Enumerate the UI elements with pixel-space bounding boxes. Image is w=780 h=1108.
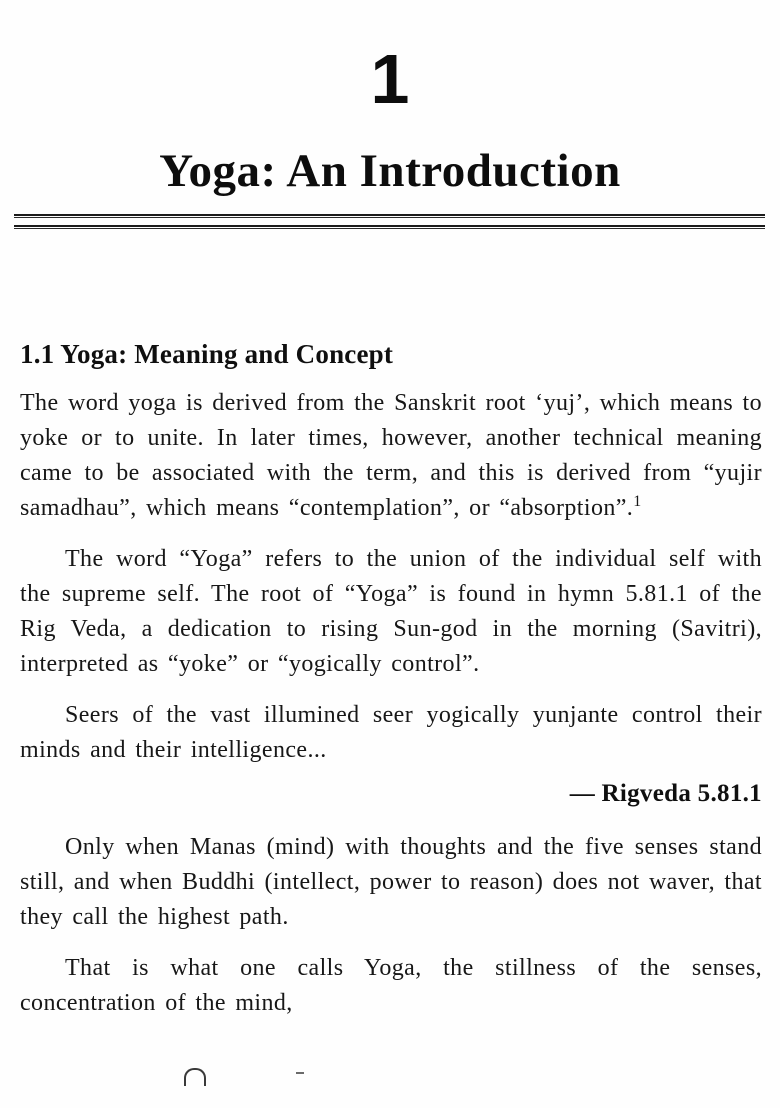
cut-off-next-line-glyph (184, 1068, 206, 1086)
chapter-number: 1 (370, 40, 410, 118)
title-divider (14, 214, 765, 229)
cut-off-mark (296, 1072, 304, 1074)
paragraph-union: The word “Yoga” refers to the union of the individual self with the supreme self. The root of “Yoga” is found in hymn 5.81.1 of the Rig Veda, a dedication to rising Sun-god in the morning (Savitri), interpreted as “yoke” or “yogically control”. (20, 546, 762, 678)
paragraph-derivation-text: The word yoga is derived from the Sanskrit root ‘yuj’, which means to yoke or to unite. In later times, however, another technical meaning came to be associated with the term, and this is derived from “yujir samadhau”, which means “contemplation”, or “absorption”. (20, 390, 762, 522)
paragraph-stillness: That is what one calls Yoga, the stillness of the senses, concentration of the mind, (20, 955, 762, 1017)
chapter-title: Yoga: An Introduction (159, 145, 621, 197)
verse-quote: Seers of the vast illumined seer yogically yunjante control their minds and their intelligence... (20, 702, 762, 764)
verse-attribution: — Rigveda 5.81.1 (569, 780, 762, 808)
page-body (0, 339, 780, 1021)
paragraph-derivation (20, 386, 762, 526)
divider-line-top (14, 214, 765, 218)
footnote-marker: 1 (633, 493, 642, 511)
divider-line-bottom (14, 225, 765, 229)
paragraph-manas: Only when Manas (mind) with thoughts and the five senses stand still, and when Buddhi (intellect, power to reason) does not waver, that they call the highest path. (20, 834, 763, 931)
section-heading: 1.1 Yoga: Meaning and Concept (20, 339, 394, 370)
